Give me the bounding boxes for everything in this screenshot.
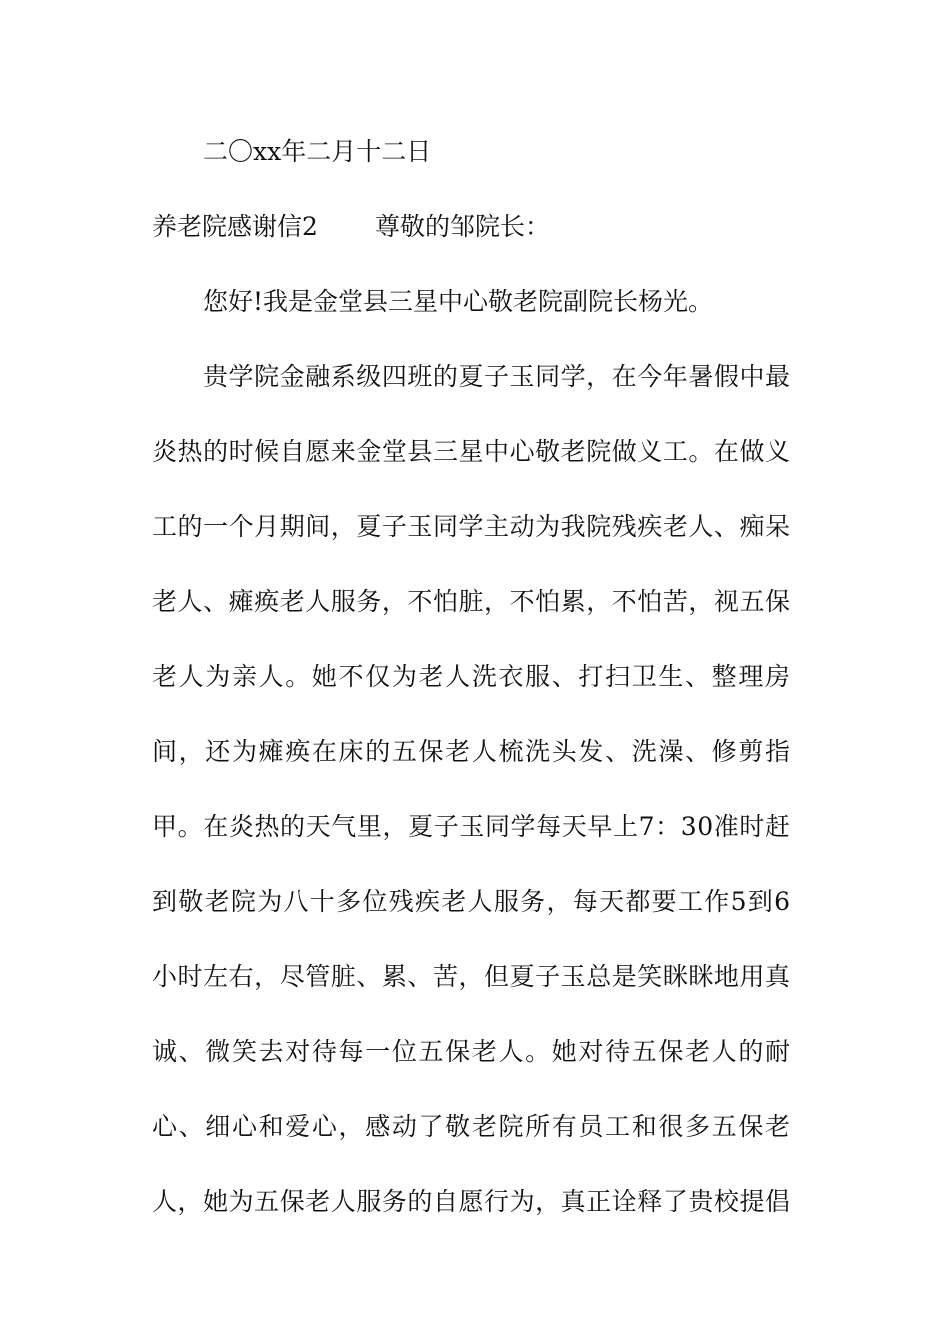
body-line-text: 诚、微笑去对待每一位五保老人。她对待五保老人的耐 [152, 1037, 792, 1066]
body-line-text: 人，她为五保老人服务的自愿行为，真正诠释了贵校提倡 [152, 1187, 791, 1216]
body-line-text: 到敬老院为八十多位残疾老人服务，每天都要工作5到6 [152, 887, 792, 916]
body-line [0, 732, 950, 772]
body-line [0, 1182, 950, 1222]
body-line [0, 357, 950, 397]
body-line [0, 507, 950, 547]
body-line [0, 882, 950, 922]
body-line [0, 582, 950, 622]
body-line [0, 1107, 950, 1147]
body-line-text: 炎热的时候自愿来金堂县三星中心敬老院做义工。在做义 [152, 437, 791, 466]
date-text: 二〇xx年二月十二日 [203, 137, 432, 166]
body-line [0, 657, 950, 697]
body-line [0, 432, 950, 472]
greeting-text: 您好!我是金堂县三星中心敬老院副院长杨光。 [203, 287, 714, 316]
letter-title: 养老院感谢信2 [152, 212, 318, 241]
greeting-line [0, 282, 950, 322]
body-line-text: 小时左右，尽管脏、累、苦，但夏子玉总是笑眯眯地用真 [152, 962, 791, 991]
body-line-text: 间，还为瘫痪在床的五保老人梳洗头发、洗澡、修剪指 [152, 737, 792, 766]
salutation: 尊敬的邹院长： [375, 212, 551, 241]
body-line-text: 心、细心和爱心，感动了敬老院所有员工和很多五保老 [152, 1112, 792, 1141]
body-line-text: 工的一个月期间，夏子玉同学主动为我院残疾老人、痴呆 [152, 512, 791, 541]
body-line [0, 1032, 950, 1072]
title-salutation-line [0, 207, 950, 247]
body-line-text: 贵学院金融系级四班的夏子玉同学，在今年暑假中最 [203, 362, 791, 391]
body-line-text: 老人、瘫痪老人服务，不怕脏，不怕累，不怕苦，视五保 [152, 587, 791, 616]
body-line-text: 老人为亲人。她不仅为老人洗衣服、打扫卫生、整理房 [152, 662, 792, 691]
body-line-text: 甲。在炎热的天气里，夏子玉同学每天早上7：30准时赶 [152, 812, 791, 841]
body-line [0, 957, 950, 997]
body-line [0, 807, 950, 847]
date-line [0, 132, 950, 172]
